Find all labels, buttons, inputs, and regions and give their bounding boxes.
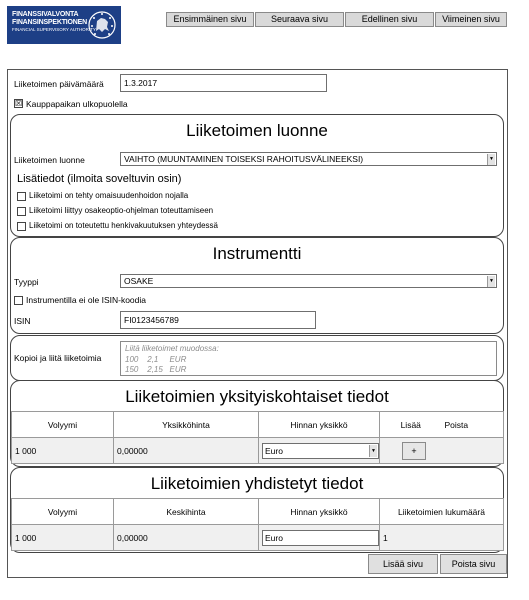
aggregated-currency-cell	[259, 525, 380, 551]
aggregated-table	[11, 498, 504, 551]
logo-line-3: FINANCIAL SUPERVISORY AUTHORITY	[12, 27, 96, 32]
aggregated-volume-cell: 1 000	[12, 525, 114, 551]
isin-label: ISIN	[14, 316, 31, 326]
logo-line-1: FINANSSIVALVONTA	[12, 11, 79, 18]
first-page-button[interactable]: Ensimmäinen sivu	[166, 12, 254, 27]
isin-input[interactable]: FI0123456789	[120, 311, 316, 329]
portfolio-management-checkbox[interactable]	[17, 192, 26, 201]
stock-option-label: Liiketoimi liittyy osakeoptio-ohjelman toteuttamiseen	[29, 206, 214, 215]
date-input[interactable]: 1.3.2017	[120, 74, 327, 92]
currency-select-value: Euro	[265, 445, 283, 456]
nature-select[interactable]	[120, 152, 497, 166]
logo-line-2: FINANSINSPEKTIONEN	[12, 19, 87, 26]
add-row-button[interactable]: +	[402, 442, 426, 460]
date-label: Liiketoimen päivämäärä	[14, 79, 104, 89]
next-page-button[interactable]: Seuraava sivu	[255, 12, 344, 27]
no-isin-label: Instrumentilla ei ole ISIN-koodia	[26, 295, 147, 305]
chevron-down-icon[interactable]: ▼	[487, 154, 495, 165]
nature-field-label: Liiketoimen luonne	[14, 155, 85, 165]
details-header-volume: Volyymi	[12, 412, 114, 438]
paste-textarea[interactable]: Liitä liiketoimet muodossa: 100 2,1 EUR 150 2,15 EUR	[120, 341, 497, 376]
details-panel-title: Liiketoimien yksityiskohtaiset tiedot	[125, 387, 389, 406]
life-insurance-label: Liiketoimi on toteutettu henkivakuutuksen yhteydessä	[29, 221, 219, 230]
chevron-down-icon[interactable]: ▼	[487, 276, 495, 287]
portfolio-management-label: Liiketoimi on tehty omaisuudenhoidon nojalla	[29, 191, 189, 200]
chevron-down-icon[interactable]: ▼	[369, 445, 377, 457]
instrument-type-value: OSAKE	[124, 276, 154, 286]
aggregated-header-volume: Volyymi	[12, 499, 114, 525]
details-header-unit-price: Yksikköhinta	[114, 412, 259, 438]
lion-crest-icon	[87, 9, 117, 41]
instrument-type-select[interactable]	[120, 274, 497, 288]
details-unit-price-cell[interactable]: 0,00000	[114, 438, 259, 464]
details-header-add: Lisää	[380, 412, 442, 438]
last-page-button[interactable]: Viimeinen sivu	[435, 12, 507, 27]
aggregated-header-avg-price: Keskihinta	[114, 499, 259, 525]
table-row	[12, 438, 504, 464]
previous-page-button[interactable]: Edellinen sivu	[345, 12, 434, 27]
outside-venue-label: Kauppapaikan ulkopuolella	[26, 99, 128, 109]
remove-page-button[interactable]: Poista sivu	[440, 554, 507, 574]
nature-panel-title: Liiketoimen luonne	[186, 121, 328, 140]
aggregated-count-cell: 1	[380, 525, 504, 551]
extra-info-title: Lisätiedot (ilmoita soveltuvin osin)	[17, 173, 182, 185]
outside-venue-checkbox[interactable]: ☒	[15, 99, 23, 108]
paste-label: Kopioi ja liitä liiketoimia	[14, 353, 102, 363]
aggregated-header-currency: Hinnan yksikkö	[259, 499, 380, 525]
instrument-panel-title: Instrumentti	[212, 244, 302, 263]
instrument-type-label: Tyyppi	[14, 277, 39, 287]
details-currency-cell	[259, 438, 380, 464]
aggregated-panel-title: Liiketoimien yhdistetyt tiedot	[150, 474, 364, 493]
logo-text	[12, 11, 87, 27]
add-page-button[interactable]: Lisää sivu	[368, 554, 438, 574]
details-volume-cell[interactable]: 1 000	[12, 438, 114, 464]
details-header-row	[12, 412, 504, 438]
details-add-cell	[380, 438, 442, 464]
aggregated-currency-field: Euro	[262, 530, 379, 546]
stock-option-checkbox[interactable]	[17, 207, 26, 216]
currency-select[interactable]	[262, 443, 379, 459]
details-header-currency: Hinnan yksikkö	[259, 412, 380, 438]
no-isin-checkbox[interactable]	[14, 296, 23, 305]
table-row	[12, 525, 504, 551]
aggregated-header-count: Liiketoimien lukumäärä	[380, 499, 504, 525]
details-table	[11, 411, 504, 464]
aggregated-header-row	[12, 499, 504, 525]
details-remove-cell	[442, 438, 504, 464]
finanssivalvonta-logo	[7, 6, 121, 44]
aggregated-avg-price-cell: 0,00000	[114, 525, 259, 551]
nature-select-value: VAIHTO (MUUNTAMINEN TOISEKSI RAHOITUSVÄLINEEKSI)	[124, 154, 364, 164]
life-insurance-checkbox[interactable]	[17, 222, 26, 231]
details-header-remove: Poista	[442, 412, 504, 438]
